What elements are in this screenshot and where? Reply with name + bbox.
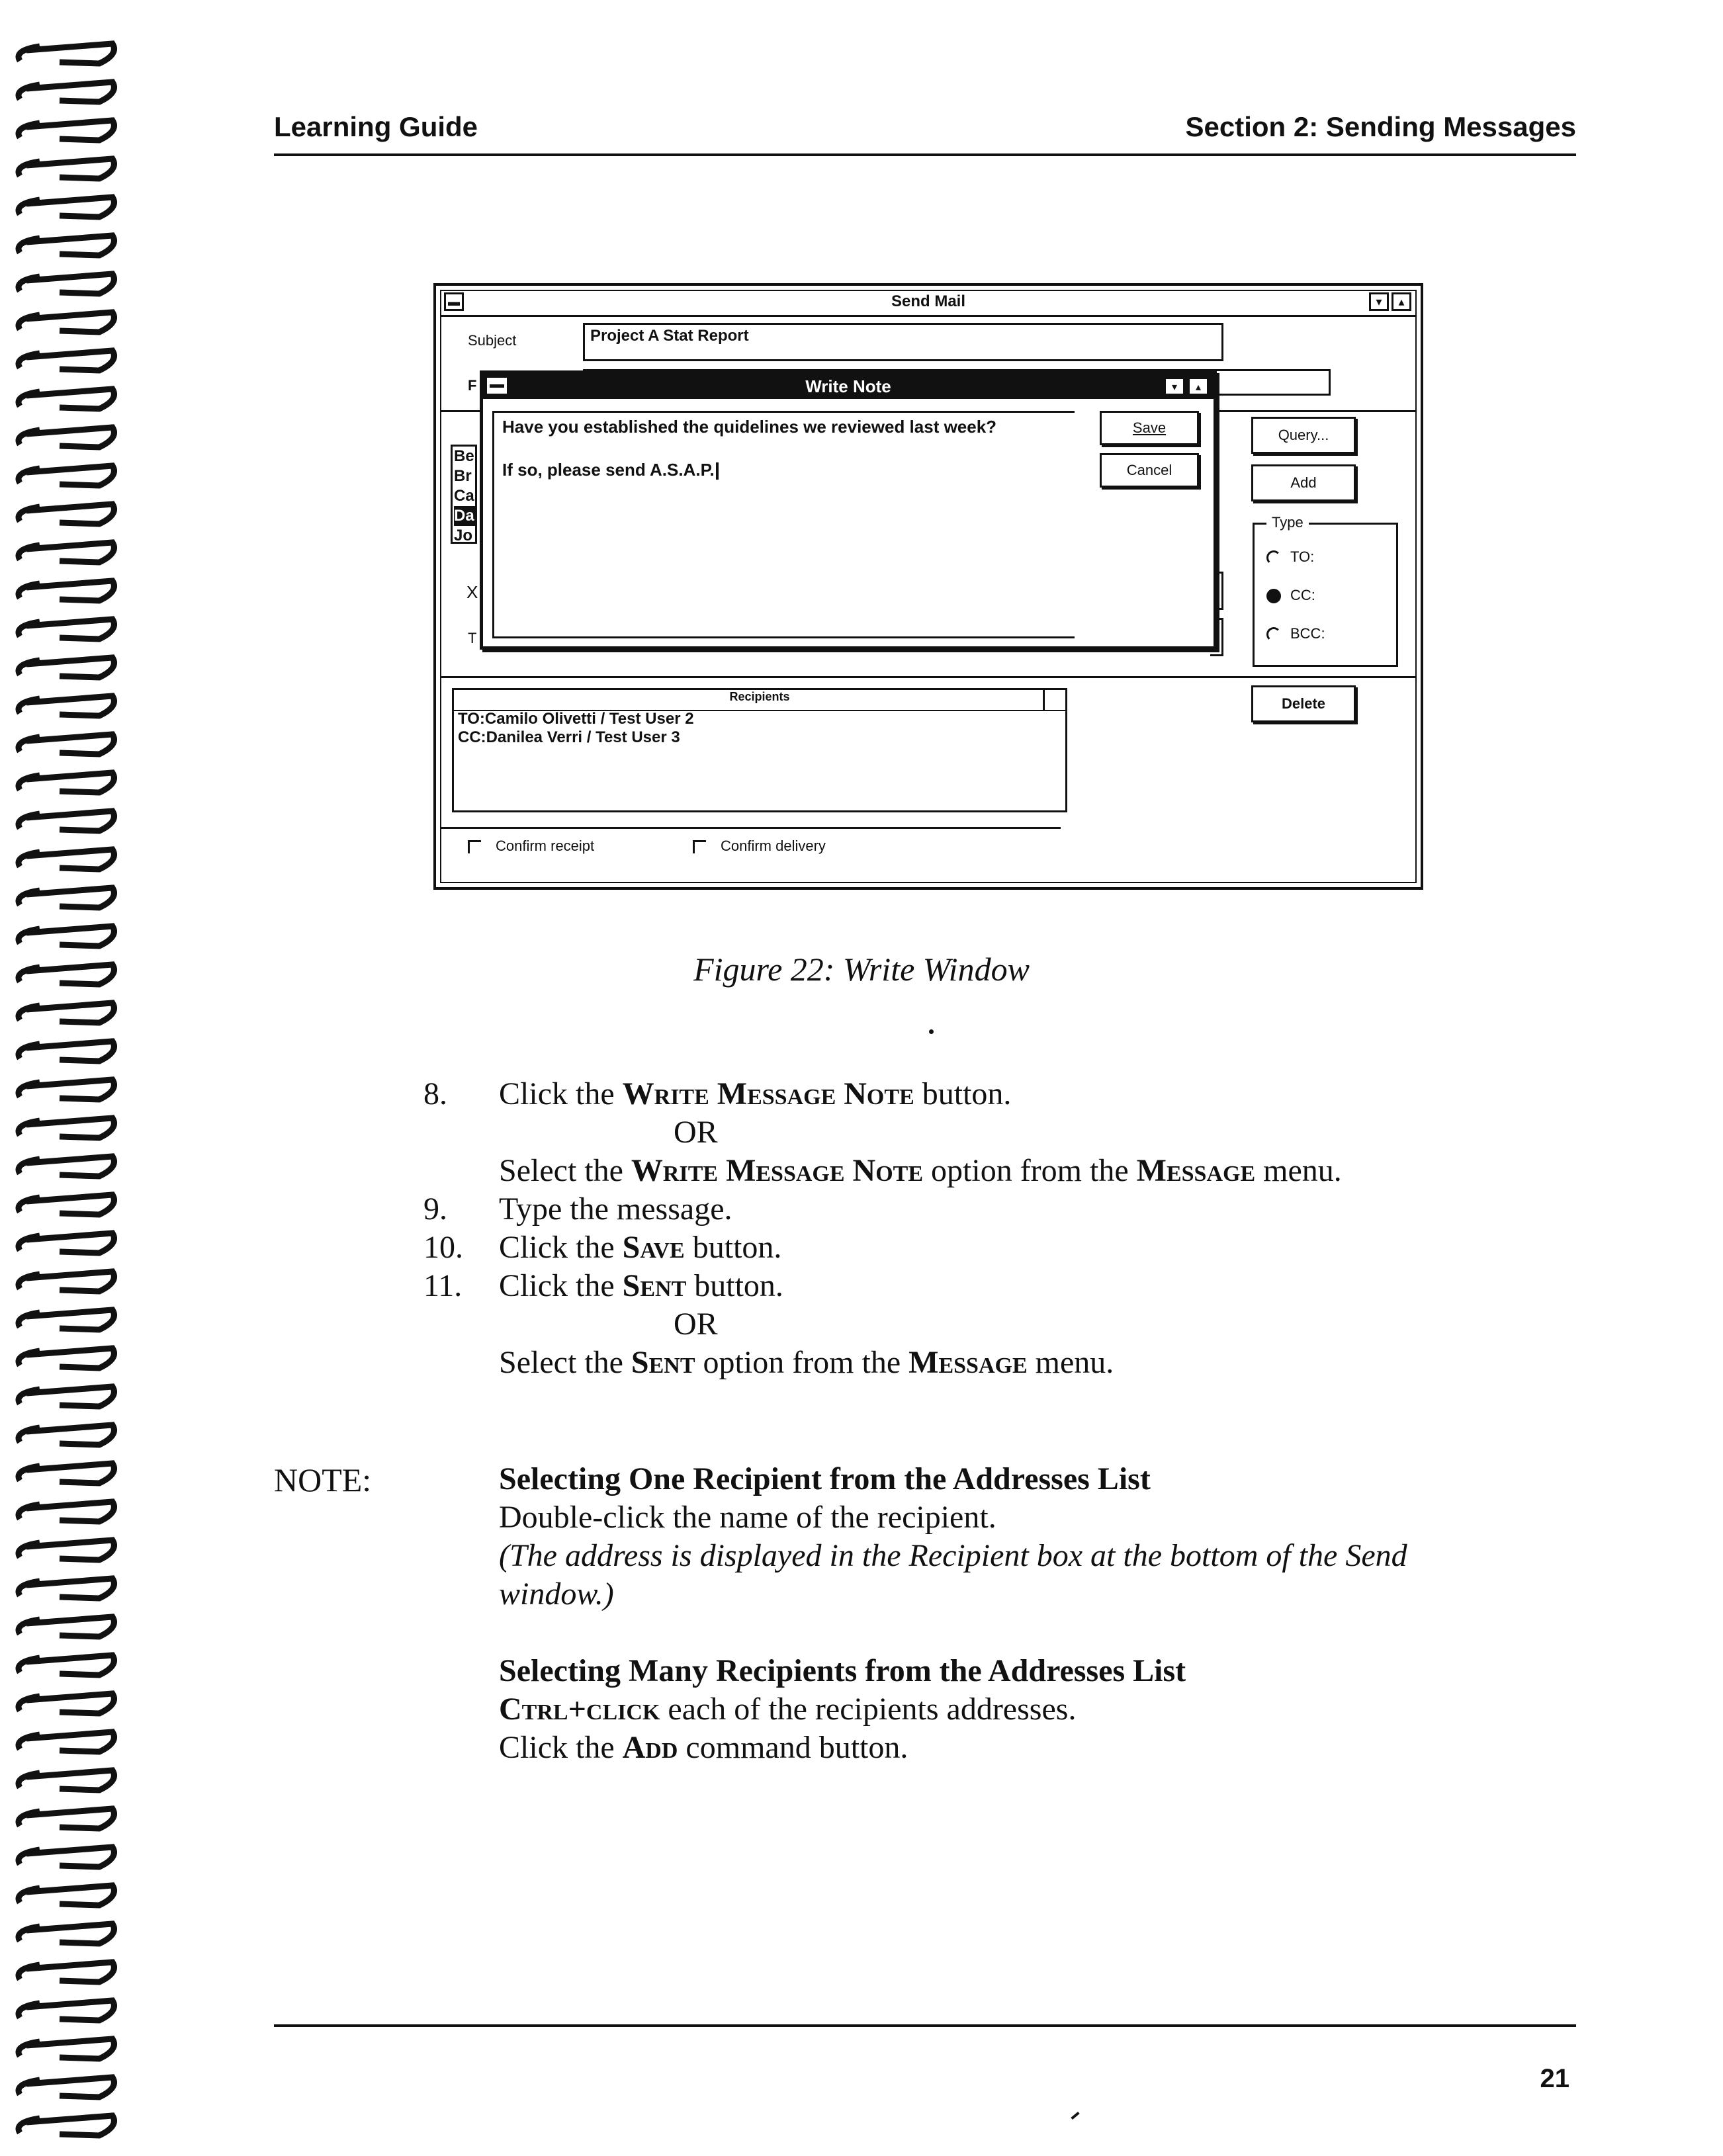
figure-caption: Figure 22: Write Window (693, 951, 1030, 988)
address-item[interactable]: Ca (454, 487, 474, 505)
subject-input[interactable]: Project A Stat Report (583, 323, 1223, 361)
step-text: Type the message. (499, 1191, 732, 1227)
maximize-button[interactable]: ▴ (1392, 292, 1411, 311)
from-label: F (468, 377, 477, 394)
address-item[interactable]: Be (454, 447, 474, 465)
type-group (1253, 514, 1398, 667)
confirm-delivery-label: Confirm delivery (721, 838, 826, 854)
side-label-x: X (466, 582, 478, 602)
spiral-coil (19, 1694, 114, 1713)
spiral-coil (19, 2039, 114, 2059)
note-para-3: window.) (499, 1576, 614, 1612)
recipients-header: Recipients (454, 690, 1065, 711)
or-separator: OR (674, 1307, 718, 1342)
note-heading-1: Selecting One Recipient from the Addresses List (499, 1461, 1151, 1496)
spiral-coil (19, 734, 114, 754)
spiral-coil (19, 1195, 114, 1215)
write-note-titlebar (483, 374, 1214, 399)
spiral-coil (19, 1847, 114, 1867)
note-heading-2: Selecting Many Recipients from the Addresses List (499, 1653, 1186, 1688)
write-note-minimize[interactable]: ▾ (1165, 378, 1184, 395)
spiral-coil (19, 1540, 114, 1560)
delete-button[interactable]: Delete (1251, 685, 1356, 722)
spiral-coil (19, 926, 114, 946)
step-number: 9. (423, 1191, 447, 1227)
note-para-1: Double-click the name of the recipient. (499, 1500, 996, 1535)
spiral-coil (19, 542, 114, 562)
spiral-coil (19, 696, 114, 716)
spiral-coil (19, 1924, 114, 1944)
spiral-coil (19, 466, 114, 486)
spiral-coil (19, 1003, 114, 1023)
radio-cc-circle[interactable] (1266, 589, 1281, 603)
recipients-header-divider (1043, 690, 1045, 710)
checkbox-box[interactable] (468, 840, 481, 853)
note-para-2: (The address is displayed in the Recipient box at the bottom of the Send (499, 1538, 1407, 1573)
spiral-coil (19, 773, 114, 793)
radio-to[interactable] (1266, 548, 1314, 566)
write-note-dialog (480, 370, 1217, 650)
query-button[interactable]: Query... (1251, 417, 1356, 454)
spiral-coil (19, 1118, 114, 1138)
spiral-coil (19, 1770, 114, 1790)
spiral-coil (19, 1041, 114, 1061)
address-item[interactable]: Br (454, 467, 472, 485)
text-cursor (716, 462, 719, 480)
note-line-1: Have you established the quidelines we reviewed last week? (502, 417, 997, 437)
spiral-coil (19, 120, 114, 140)
address-item-selected[interactable]: Da (454, 507, 474, 525)
spiral-coil (19, 1272, 114, 1291)
spiral-coil (19, 581, 114, 601)
bottom-separator (441, 827, 1061, 829)
spiral-coil (19, 2116, 114, 2135)
write-note-title: Write Note (805, 376, 891, 396)
minimize-button[interactable]: ▾ (1369, 292, 1389, 311)
spiral-coil (19, 849, 114, 869)
spiral-coil (19, 236, 114, 255)
step-text: Click the Write Message Note button. (499, 1076, 1012, 1111)
spiral-coil (19, 351, 114, 370)
send-mail-title: Send Mail (891, 292, 966, 310)
note-para-5: Click the Add command button. (499, 1730, 908, 1765)
spiral-coil (19, 1617, 114, 1637)
spiral-coil (19, 44, 114, 64)
recipient-line[interactable]: CC:Danilea Verri / Test User 3 (458, 728, 680, 746)
spiral-coil (19, 1809, 114, 1829)
spiral-coil (19, 1080, 114, 1100)
cancel-button[interactable]: Cancel (1100, 453, 1199, 488)
side-label-t: T (468, 630, 477, 646)
spiral-coil (19, 1233, 114, 1253)
write-note-maximize[interactable]: ▴ (1188, 378, 1208, 395)
note-para-4: Ctrl+click each of the recipients addresses. (499, 1692, 1077, 1727)
spiral-coil (19, 1502, 114, 1522)
or-separator: OR (674, 1115, 718, 1150)
spiral-coil (19, 658, 114, 677)
spiral-coil (19, 1425, 114, 1445)
checkbox-box[interactable] (693, 840, 706, 853)
spiral-coil (19, 2001, 114, 2020)
step-text: Click the Sent button. (499, 1268, 783, 1303)
header-right: Section 2: Sending Messages (1185, 111, 1576, 142)
step-8-alt: Select the Write Message Note option from the Message menu. (499, 1153, 1342, 1188)
spiral-coil (19, 619, 114, 639)
note-label: NOTE: (274, 1461, 372, 1498)
confirm-receipt-checkbox[interactable] (468, 838, 594, 855)
radio-bcc-label: BCC: (1290, 625, 1325, 642)
radio-cc-label: CC: (1290, 587, 1315, 603)
confirm-receipt-label: Confirm receipt (496, 838, 595, 854)
spiral-coil (19, 389, 114, 409)
subject-label: Subject (468, 332, 517, 349)
radio-cc[interactable] (1266, 587, 1315, 604)
spiral-coil (19, 427, 114, 447)
address-item[interactable]: Jo (454, 527, 473, 544)
spiral-coil (19, 811, 114, 831)
recipients-box[interactable] (452, 688, 1067, 812)
spiral-coil (19, 274, 114, 294)
write-note-system-menu[interactable] (487, 378, 507, 394)
step-text: Click the Save button. (499, 1230, 782, 1265)
radio-bcc[interactable] (1266, 625, 1325, 642)
radio-to-label: TO: (1290, 548, 1315, 565)
note-textarea[interactable] (492, 411, 1075, 638)
radio-bcc-circle[interactable] (1266, 627, 1281, 642)
spiral-coil (19, 1732, 114, 1752)
spiral-coil (19, 82, 114, 102)
spiral-coil (19, 888, 114, 908)
spiral-coil (19, 1387, 114, 1406)
add-button[interactable]: Add (1251, 464, 1356, 501)
header-rule (274, 153, 1576, 156)
confirm-delivery-checkbox[interactable] (693, 838, 826, 855)
spiral-coil (19, 197, 114, 217)
spiral-coil (19, 1578, 114, 1598)
spiral-coil (19, 1156, 114, 1176)
step-number: 8. (423, 1076, 447, 1111)
step-number: 11. (423, 1268, 463, 1303)
stray-dot (929, 1029, 934, 1034)
step-number: 10. (423, 1230, 463, 1265)
header-left: Learning Guide (274, 111, 478, 142)
spiral-coil (19, 1885, 114, 1905)
send-mail-window (433, 283, 1423, 890)
step-11-alt: Select the Sent option from the Message menu. (499, 1345, 1114, 1380)
radio-to-circle[interactable] (1266, 550, 1281, 565)
spiral-coil (19, 504, 114, 524)
spiral-coil (19, 1310, 114, 1330)
spiral-coil (19, 1962, 114, 1982)
spiral-coil (19, 159, 114, 179)
spiral-coil (19, 1348, 114, 1368)
mid-separator (441, 676, 1415, 678)
type-group-title: Type (1266, 514, 1309, 531)
spiral-binding (0, 0, 119, 2156)
recipient-line[interactable]: TO:Camilo Olivetti / Test User 2 (458, 710, 694, 728)
save-button[interactable]: Save (1100, 411, 1199, 445)
note-line-2: If so, please send A.S.A.P. (502, 460, 1067, 480)
address-list[interactable] (451, 445, 477, 544)
footer-rule (274, 2024, 1576, 2027)
stray-mark (1071, 2112, 1079, 2120)
system-menu-button[interactable]: ▬ (444, 292, 464, 311)
spiral-coil (19, 2077, 114, 2097)
spiral-coil (19, 1655, 114, 1675)
spiral-coil (19, 312, 114, 332)
page-number: 21 (1540, 2064, 1569, 2093)
spiral-coil (19, 1463, 114, 1483)
send-mail-titlebar (441, 291, 1415, 317)
